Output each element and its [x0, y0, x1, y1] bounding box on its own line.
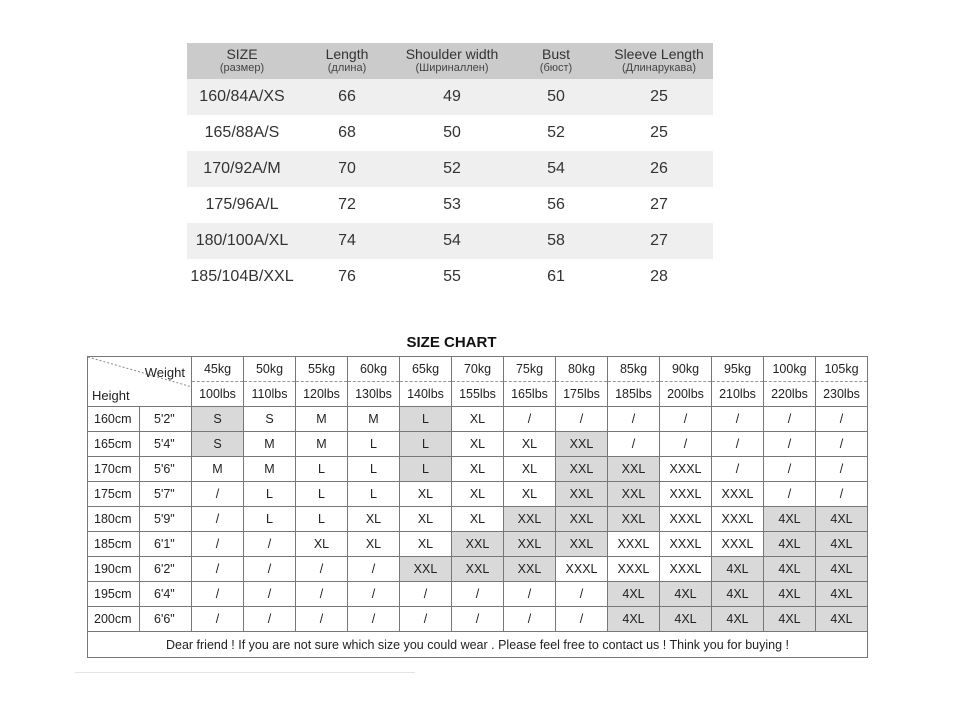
size-recommendation-cell: / — [296, 582, 348, 607]
size-recommendation-cell: XXL — [504, 507, 556, 532]
measurement-cell: 54 — [507, 151, 605, 187]
weight-kg-header: 70kg — [452, 357, 504, 382]
size-recommendation-cell: L — [348, 432, 400, 457]
weight-lbs-header: 220lbs — [764, 382, 816, 407]
footer-note: Dear friend ! If you are not sure which size you could wear . Please feel free to contact us ! Think you for buying ! — [88, 632, 868, 658]
size-recommendation-cell: XL — [452, 482, 504, 507]
size-recommendation-cell: S — [192, 432, 244, 457]
height-ft-cell: 5'6" — [140, 457, 192, 482]
size-cell: 170/92A/M — [187, 151, 297, 187]
header-size: SIZE (размер) — [187, 43, 297, 79]
size-recommendation-cell: 4XL — [764, 557, 816, 582]
height-ft-cell: 5'2" — [140, 407, 192, 432]
size-recommendation-cell: / — [192, 582, 244, 607]
size-cell: 175/96A/L — [205, 196, 279, 213]
measurement-cell: 66 — [297, 79, 397, 115]
measurement-cell: 49 — [397, 79, 507, 115]
size-recommendation-cell: XXXL — [660, 507, 712, 532]
measurement-cell: 54 — [397, 223, 507, 259]
size-recommendation-cell: / — [608, 407, 660, 432]
size-recommendation-cell: L — [244, 507, 296, 532]
size-recommendation-cell: L — [296, 482, 348, 507]
weight-kg-header: 95kg — [712, 357, 764, 382]
size-recommendation-cell: / — [244, 607, 296, 632]
weight-lbs-row — [88, 382, 868, 407]
size-recommendation-cell: XXXL — [660, 557, 712, 582]
size-recommendation-cell: M — [296, 432, 348, 457]
size-recommendation-cell: XXL — [556, 482, 608, 507]
weight-lbs-header: 230lbs — [816, 382, 868, 407]
size-recommendation-cell: / — [400, 582, 452, 607]
size-recommendation-cell: S — [192, 407, 244, 432]
size-chart-table — [87, 356, 868, 658]
size-recommendation-cell: / — [556, 607, 608, 632]
weight-lbs-header: 140lbs — [400, 382, 452, 407]
size-recommendation-cell: XXXL — [660, 482, 712, 507]
size-recommendation-cell: L — [400, 432, 452, 457]
header-length: Length (длина) — [297, 43, 397, 79]
height-row — [88, 482, 868, 507]
height-row — [88, 557, 868, 582]
size-recommendation-cell: 4XL — [764, 607, 816, 632]
size-recommendation-cell: M — [244, 457, 296, 482]
measurement-cell: 50 — [443, 124, 461, 141]
size-recommendation-cell: M — [348, 407, 400, 432]
header-bust: Bust (бюст) — [507, 43, 605, 79]
size-recommendation-cell: XXXL — [608, 532, 660, 557]
measurement-table — [187, 43, 713, 295]
weight-kg-header: 90kg — [660, 357, 712, 382]
measurement-row — [187, 79, 713, 115]
weight-kg-header: 80kg — [556, 357, 608, 382]
size-recommendation-cell: L — [296, 507, 348, 532]
weight-kg-header: 100kg — [764, 357, 816, 382]
size-recommendation-cell: / — [556, 582, 608, 607]
size-recommendation-cell: 4XL — [816, 507, 868, 532]
size-recommendation-cell: 4XL — [764, 507, 816, 532]
weight-kg-header: 45kg — [192, 357, 244, 382]
size-recommendation-cell: / — [244, 557, 296, 582]
size-recommendation-cell: / — [192, 557, 244, 582]
size-recommendation-cell: XXL — [556, 532, 608, 557]
size-recommendation-cell: XL — [400, 532, 452, 557]
size-recommendation-cell: L — [348, 457, 400, 482]
measurement-cell: 74 — [297, 223, 397, 259]
size-recommendation-cell: 4XL — [712, 557, 764, 582]
size-recommendation-cell: XXL — [556, 432, 608, 457]
size-recommendation-cell: 4XL — [816, 582, 868, 607]
size-recommendation-cell: XXL — [452, 532, 504, 557]
size-recommendation-cell: XXL — [400, 557, 452, 582]
weight-kg-header: 65kg — [400, 357, 452, 382]
height-cm-cell: 185cm — [88, 532, 140, 557]
measurement-cell: 68 — [338, 124, 356, 141]
height-row — [88, 507, 868, 532]
height-cm-cell: 195cm — [88, 582, 140, 607]
height-cm-cell: 180cm — [88, 507, 140, 532]
size-recommendation-cell: XXL — [608, 457, 660, 482]
size-recommendation-cell: 4XL — [764, 582, 816, 607]
size-recommendation-cell: 4XL — [712, 607, 764, 632]
size-recommendation-cell: XL — [504, 432, 556, 457]
size-recommendation-cell: / — [660, 407, 712, 432]
measurement-cell: 25 — [650, 124, 668, 141]
weight-lbs-header: 165lbs — [504, 382, 556, 407]
size-recommendation-cell: / — [504, 407, 556, 432]
height-cm-cell: 160cm — [88, 407, 140, 432]
height-ft-cell: 6'6" — [140, 607, 192, 632]
size-recommendation-cell: / — [348, 557, 400, 582]
size-recommendation-cell: XL — [296, 532, 348, 557]
size-recommendation-cell: M — [296, 407, 348, 432]
measurement-cell: 72 — [338, 196, 356, 213]
size-recommendation-cell: XXL — [608, 507, 660, 532]
size-recommendation-cell: 4XL — [712, 582, 764, 607]
measurement-cell: 27 — [650, 196, 668, 213]
size-cell: 160/84A/XS — [187, 79, 297, 115]
size-recommendation-cell: XL — [400, 507, 452, 532]
measurement-cell: 55 — [443, 268, 461, 285]
footer-row — [88, 632, 868, 658]
measurement-cell: 53 — [443, 196, 461, 213]
height-ft-cell: 5'4" — [140, 432, 192, 457]
corner-header — [88, 357, 192, 407]
weight-lbs-header: 100lbs — [192, 382, 244, 407]
size-recommendation-cell: XL — [348, 507, 400, 532]
height-ft-cell: 6'4" — [140, 582, 192, 607]
header-sleeve-length: Sleeve Length (Длинарукава) — [605, 43, 713, 79]
size-recommendation-cell: / — [244, 532, 296, 557]
size-recommendation-cell: 4XL — [816, 557, 868, 582]
size-recommendation-cell: XXL — [504, 532, 556, 557]
size-recommendation-cell: XL — [452, 507, 504, 532]
measurement-cell: 76 — [338, 268, 356, 285]
size-recommendation-cell: / — [504, 607, 556, 632]
size-recommendation-cell: XXL — [556, 507, 608, 532]
weight-lbs-header: 175lbs — [556, 382, 608, 407]
size-recommendation-cell: / — [296, 607, 348, 632]
weight-kg-header: 75kg — [504, 357, 556, 382]
size-recommendation-cell: XXXL — [608, 557, 660, 582]
size-recommendation-cell: / — [504, 582, 556, 607]
weight-lbs-header: 185lbs — [608, 382, 660, 407]
weight-lbs-header: 200lbs — [660, 382, 712, 407]
size-recommendation-cell: 4XL — [816, 607, 868, 632]
size-recommendation-cell: / — [816, 432, 868, 457]
size-recommendation-cell: / — [712, 432, 764, 457]
size-recommendation-cell: / — [816, 407, 868, 432]
size-recommendation-cell: / — [244, 582, 296, 607]
size-recommendation-cell: XXXL — [556, 557, 608, 582]
size-chart-title: SIZE CHART — [406, 334, 497, 351]
size-recommendation-cell: XL — [452, 407, 504, 432]
size-recommendation-cell: XL — [452, 457, 504, 482]
size-recommendation-cell: S — [244, 407, 296, 432]
height-cm-cell: 170cm — [88, 457, 140, 482]
size-recommendation-cell: L — [400, 457, 452, 482]
weight-kg-row — [88, 357, 868, 382]
size-recommendation-cell: XXXL — [712, 507, 764, 532]
size-recommendation-cell: XXXL — [660, 457, 712, 482]
size-recommendation-cell: 4XL — [660, 582, 712, 607]
weight-lbs-header: 120lbs — [296, 382, 348, 407]
size-recommendation-cell: XL — [504, 457, 556, 482]
weight-lbs-header: 155lbs — [452, 382, 504, 407]
height-row — [88, 607, 868, 632]
measurement-header-row — [187, 43, 713, 79]
size-recommendation-cell: 4XL — [816, 532, 868, 557]
height-ft-cell: 6'1" — [140, 532, 192, 557]
size-recommendation-cell: XL — [400, 482, 452, 507]
height-cm-cell: 190cm — [88, 557, 140, 582]
header-shoulder-width: Shoulder width (Шириналлен) — [397, 43, 507, 79]
size-recommendation-cell: / — [556, 407, 608, 432]
measurement-row — [187, 151, 713, 187]
size-recommendation-cell: / — [816, 457, 868, 482]
weight-kg-header: 85kg — [608, 357, 660, 382]
size-recommendation-cell: XL — [504, 482, 556, 507]
size-recommendation-cell: / — [712, 457, 764, 482]
size-recommendation-cell: / — [816, 482, 868, 507]
size-recommendation-cell: M — [192, 457, 244, 482]
measurement-cell: 56 — [547, 196, 565, 213]
measurement-cell: 58 — [507, 223, 605, 259]
size-recommendation-cell: XXXL — [660, 532, 712, 557]
weight-kg-header: 50kg — [244, 357, 296, 382]
height-ft-cell: 5'7" — [140, 482, 192, 507]
height-label: Height — [92, 388, 130, 403]
height-cm-cell: 175cm — [88, 482, 140, 507]
size-recommendation-cell: / — [400, 607, 452, 632]
measurement-cell: 50 — [507, 79, 605, 115]
size-recommendation-cell: / — [452, 582, 504, 607]
size-recommendation-cell: / — [192, 507, 244, 532]
height-row — [88, 407, 868, 432]
measurement-cell: 61 — [547, 268, 565, 285]
size-recommendation-cell: / — [192, 532, 244, 557]
size-recommendation-cell: 4XL — [764, 532, 816, 557]
size-recommendation-cell: 4XL — [608, 607, 660, 632]
size-recommendation-cell: L — [400, 407, 452, 432]
measurement-cell: 70 — [297, 151, 397, 187]
size-recommendation-cell: L — [244, 482, 296, 507]
height-row — [88, 432, 868, 457]
weight-lbs-header: 210lbs — [712, 382, 764, 407]
size-recommendation-cell: 4XL — [608, 582, 660, 607]
measurement-cell: 52 — [397, 151, 507, 187]
height-row — [88, 457, 868, 482]
size-recommendation-cell: 4XL — [660, 607, 712, 632]
height-row — [88, 532, 868, 557]
weight-lbs-header: 130lbs — [348, 382, 400, 407]
size-recommendation-cell: / — [452, 607, 504, 632]
measurement-cell: 26 — [605, 151, 713, 187]
height-cm-cell: 165cm — [88, 432, 140, 457]
height-ft-cell: 6'2" — [140, 557, 192, 582]
size-recommendation-cell: / — [348, 607, 400, 632]
size-recommendation-cell: / — [764, 457, 816, 482]
weight-lbs-header: 110lbs — [244, 382, 296, 407]
size-recommendation-cell: XL — [348, 532, 400, 557]
size-recommendation-cell: XXL — [556, 457, 608, 482]
measurement-row — [187, 115, 713, 151]
size-recommendation-cell: / — [348, 582, 400, 607]
size-recommendation-cell: M — [244, 432, 296, 457]
size-recommendation-cell: XL — [452, 432, 504, 457]
size-recommendation-cell: / — [764, 482, 816, 507]
weight-kg-header: 60kg — [348, 357, 400, 382]
size-recommendation-cell: / — [296, 557, 348, 582]
size-recommendation-cell: XXXL — [712, 532, 764, 557]
size-cell: 165/88A/S — [204, 124, 280, 141]
size-recommendation-cell: XXL — [504, 557, 556, 582]
size-recommendation-cell: / — [192, 482, 244, 507]
size-recommendation-cell: / — [608, 432, 660, 457]
measurement-cell: 27 — [605, 223, 713, 259]
measurement-cell: 25 — [605, 79, 713, 115]
size-recommendation-cell: / — [764, 407, 816, 432]
measurement-cell: 28 — [650, 268, 668, 285]
size-recommendation-cell: XXL — [608, 482, 660, 507]
size-recommendation-cell: L — [348, 482, 400, 507]
measurement-row — [187, 259, 713, 295]
size-recommendation-cell: / — [660, 432, 712, 457]
size-recommendation-cell: / — [764, 432, 816, 457]
weight-kg-header: 55kg — [296, 357, 348, 382]
measurement-cell: 52 — [547, 124, 565, 141]
size-cell: 180/100A/XL — [187, 223, 297, 259]
size-recommendation-cell: / — [192, 607, 244, 632]
size-recommendation-cell: XXL — [452, 557, 504, 582]
divider — [75, 672, 415, 673]
height-cm-cell: 200cm — [88, 607, 140, 632]
measurement-row — [187, 187, 713, 223]
size-recommendation-cell: / — [712, 407, 764, 432]
weight-kg-header: 105kg — [816, 357, 868, 382]
measurement-row — [187, 223, 713, 259]
size-recommendation-cell: L — [296, 457, 348, 482]
weight-label: Weight — [144, 365, 185, 380]
size-recommendation-cell: XXXL — [712, 482, 764, 507]
height-row — [88, 582, 868, 607]
height-ft-cell: 5'9" — [140, 507, 192, 532]
size-cell: 185/104B/XXL — [190, 268, 294, 285]
